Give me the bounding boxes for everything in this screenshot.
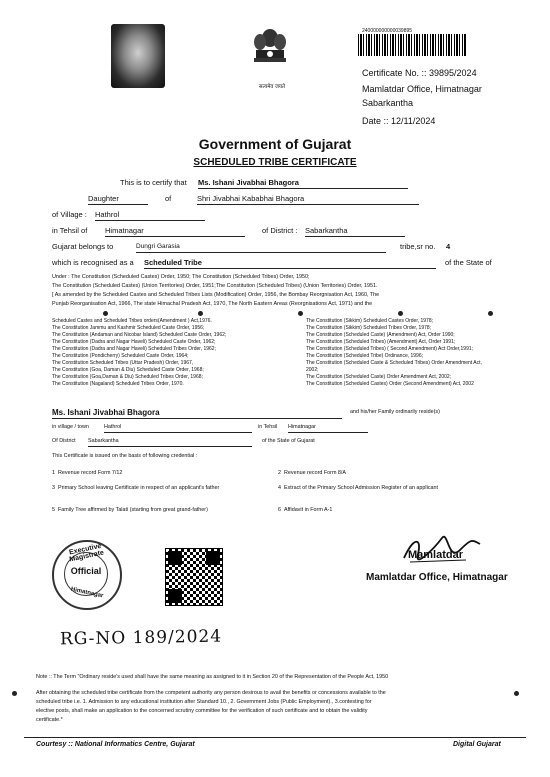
certificate-number: Certificate No. :: 39895/2024 xyxy=(362,68,477,78)
residence-district-label: Of District xyxy=(52,438,76,444)
credential-text: Affidavit in Form A-1 xyxy=(284,507,333,513)
district-value: Sabarkantha xyxy=(305,226,405,237)
under-text-1: Under : The Constitution (Scheduled Castes) Order, 1950; The Constitution (Scheduled Tribes) Order, 1950; xyxy=(52,274,310,280)
bullet-dot xyxy=(103,311,108,316)
tribe-name: Dungri Garasia xyxy=(136,242,386,253)
orders-right xyxy=(306,318,518,388)
order-left: The Constitution (Dadra and Nagar Haveli) Scheduled Tribes Order, 1962; xyxy=(52,346,216,352)
note-para-4: certificate.* xyxy=(36,717,63,723)
emblem-caption: सत्यमेव जयते xyxy=(258,84,286,90)
order-left: The Constitution (Nagaland) Scheduled Tribes Order, 1970. xyxy=(52,381,184,387)
credential-item xyxy=(278,507,332,515)
applicant-name: Ms. Ishani Jivabhai Bhagora xyxy=(198,178,408,189)
residence-village: Hathrol xyxy=(104,424,252,433)
national-emblem-icon xyxy=(248,26,292,82)
district-line: Sabarkantha xyxy=(362,98,414,108)
credential-item xyxy=(278,470,346,478)
order-right: The Constitution (Scheduled Caste) (Amendment) Act, Order 1990; xyxy=(306,332,455,338)
recognised-label: which is recognised as a xyxy=(52,258,134,267)
state-label: of the State of xyxy=(445,258,492,267)
note-text: Note :: The Term "Ordinary reside's used shall have the same meaning as assigned to it in Section 20 of the Representation of the People Act, 1950 xyxy=(36,674,389,680)
credential-text: Extract of the Primary School Admission Register of an applicant xyxy=(284,485,439,491)
signature-office: Mamlatdar Office, Himatnagar xyxy=(366,572,508,583)
order-left: The Constitution (Goa,Daman & Diu) Scheduled Tribes Order, 1968; xyxy=(52,374,203,380)
seal-middle-text: Official xyxy=(70,566,102,576)
orders-left xyxy=(52,318,282,388)
certificate-title: SCHEDULED TRIBE CERTIFICATE xyxy=(193,157,357,168)
village-label: of Village : xyxy=(52,210,87,219)
credential-item xyxy=(52,507,242,515)
certify-prefix: This is to certify that xyxy=(120,178,187,187)
credential-number: 3 xyxy=(52,485,55,491)
qr-code xyxy=(165,548,223,606)
bullet-dot xyxy=(298,311,303,316)
order-left: The Constitution (Pondicherry) Scheduled Caste Order, 1964; xyxy=(52,353,189,359)
note-para-1: After obtaining the scheduled tribe certificate from the competent authority any person desirous to avail the benefits or concessions available to the xyxy=(36,690,386,696)
order-left: The Constitution Jammu and Kashmir Scheduled Caste Order, 1956; xyxy=(52,325,205,331)
applicant-photo xyxy=(111,24,165,88)
order-right: The Constitution (Scheduled Caste) Order Amendment Act, 2002; xyxy=(306,374,452,380)
tribe-sr-value: 4 xyxy=(446,242,451,251)
footer-courtesy: Courtesy :: National Informatics Centre, Gujarat xyxy=(36,741,195,748)
residence-village-label: in village / town xyxy=(52,424,89,430)
bullet-dot xyxy=(398,311,403,316)
order-right: The Constitution (Sikkim) Scheduled Castes Order, 1978; xyxy=(306,318,434,324)
order-right: The Constitution (Scheduled Tribes) ( Second Amendment) Act Order,1991; xyxy=(306,346,474,352)
relation: Daughter xyxy=(88,194,148,205)
basis-text: This Certificate is issued on the basis of following credential : xyxy=(52,453,198,459)
district-label: of District : xyxy=(262,226,298,235)
order-left: The Constitution (Dadra and Nagar Haveli) Scheduled Caste Order, 1962; xyxy=(52,339,216,345)
order-right: The Constitution (Scheduled Tribe) Ordinance, 1996; xyxy=(306,353,424,359)
note-para-3: elective posts, shall make an application to the concerned scrutiny committee for the verification of such certificate and to obtain the validity xyxy=(36,708,368,714)
residence-tehsil: Himatnagar xyxy=(288,424,368,433)
village-value: Hathrol xyxy=(95,210,205,221)
bullet-dot xyxy=(12,691,17,696)
order-right: The Constitution (Scheduled Caste & Scheduled Tribes) Order Amendment Act, xyxy=(306,360,482,366)
residence-district: Sabarkantha xyxy=(88,438,252,447)
residence-tehsil-label: in Tehsil xyxy=(258,424,278,430)
order-left: The Constitution (Goa, Daman & Diu) Scheduled Caste Order, 1968; xyxy=(52,367,204,373)
tribe-sr-label: tribe,sr no. xyxy=(400,242,436,251)
resident-name: Ms. Ishani Jivabhai Bhagora xyxy=(52,407,342,419)
credential-text: Primary School leaving Certificate in respect of an applicant's father xyxy=(58,485,220,491)
government-title: Government of Gujarat xyxy=(198,136,352,152)
of-label: of xyxy=(165,194,172,203)
under-text-4: Punjab Reorganisation Act, 1966, The state Himachal Pradesh Act, 1970, The North Eastern Areas (Reorgnisations Act, 1971) and the xyxy=(52,301,373,307)
order-right: The Constitution (Sikkim) Scheduled Tribes Order, 1978; xyxy=(306,325,432,331)
bullet-dot xyxy=(514,691,519,696)
seal-bottom-text: Himatnagar xyxy=(70,586,104,600)
barcode-number: 240000000000039895 xyxy=(362,28,413,34)
credential-item xyxy=(52,485,232,493)
footer-divider xyxy=(24,737,526,738)
credential-item xyxy=(278,485,468,493)
credential-text: Revenue record Form 8/A xyxy=(284,470,347,476)
date-line: Date :: 12/11/2024 xyxy=(362,116,436,126)
order-left: The Constitution (Andaman and Nicobar Island) Scheduled Caste Order, 1962; xyxy=(52,332,227,338)
signature-title: Mamlatdar xyxy=(408,549,464,561)
under-text-3: [ As amended by the Scheduled Castes and Scheduled Tribes Lists (Modification) Order, 1956, the Bombay Reorgnisation Act, 1960, The xyxy=(52,292,380,298)
barcode xyxy=(358,34,466,56)
bullet-dot xyxy=(198,311,203,316)
handwritten-reg-number: RG-NO 189/2024 xyxy=(59,626,223,650)
bullet-dot xyxy=(488,311,493,316)
seal-top-text: Executive Magistrate xyxy=(68,542,105,564)
recognised-as: Scheduled Tribe xyxy=(144,258,436,269)
order-right: The Constitution (Scheduled Castes) Order (Second Amendment) Act, 2002 xyxy=(306,381,474,387)
family-text: and his/her Family ordinarily reside(s) xyxy=(350,409,440,415)
credential-number: 5 xyxy=(52,507,55,513)
office-line: Mamlatdar Office, Himatnagar xyxy=(362,84,482,94)
credential-text: Family Tree affirmed by Talati (starting from great grand-father) xyxy=(58,507,208,513)
order-left: Scheduled Castes and Scheduled Tribes orders(Amendment ) Act,1976. xyxy=(52,318,212,324)
residence-state: of the State of Gujarat xyxy=(262,438,315,444)
order-right: 2002; xyxy=(306,367,319,373)
credential-text: Revenue record Form 7/12 xyxy=(58,470,123,476)
credential-number: 1 xyxy=(52,470,55,476)
credential-number: 2 xyxy=(278,470,281,476)
note-para-2: scheduled tribe i.e. 1. Admission to any educational institution after Standard 10., 2. Government Jobs (Public Employment)., 3.contesting for xyxy=(36,699,372,705)
footer-brand: Digital Gujarat xyxy=(453,741,501,748)
credential-number: 6 xyxy=(278,507,281,513)
credential-number: 4 xyxy=(278,485,281,491)
tehsil-value: Himatnagar xyxy=(105,226,245,237)
belongs-label: Gujarat belongs to xyxy=(52,242,114,251)
tehsil-label: in Tehsil of xyxy=(52,226,88,235)
credential-item xyxy=(52,470,122,478)
father-name: Shri Jivabhai Kababhai Bhagora xyxy=(197,194,419,205)
under-text-2: The Constitution (Scheduled Castes) (Union Territories) Order, 1951;The Constitution (Scheduled Tribes) (Union Territories) Order, 1951. xyxy=(52,283,378,289)
order-right: The Constitution (Scheduled Tribes) (Amendment) Act, Order 1991; xyxy=(306,339,456,345)
order-left: The Constitution Scheduled Tribes (Uttar Pradesh) Order, 1967, xyxy=(52,360,194,366)
